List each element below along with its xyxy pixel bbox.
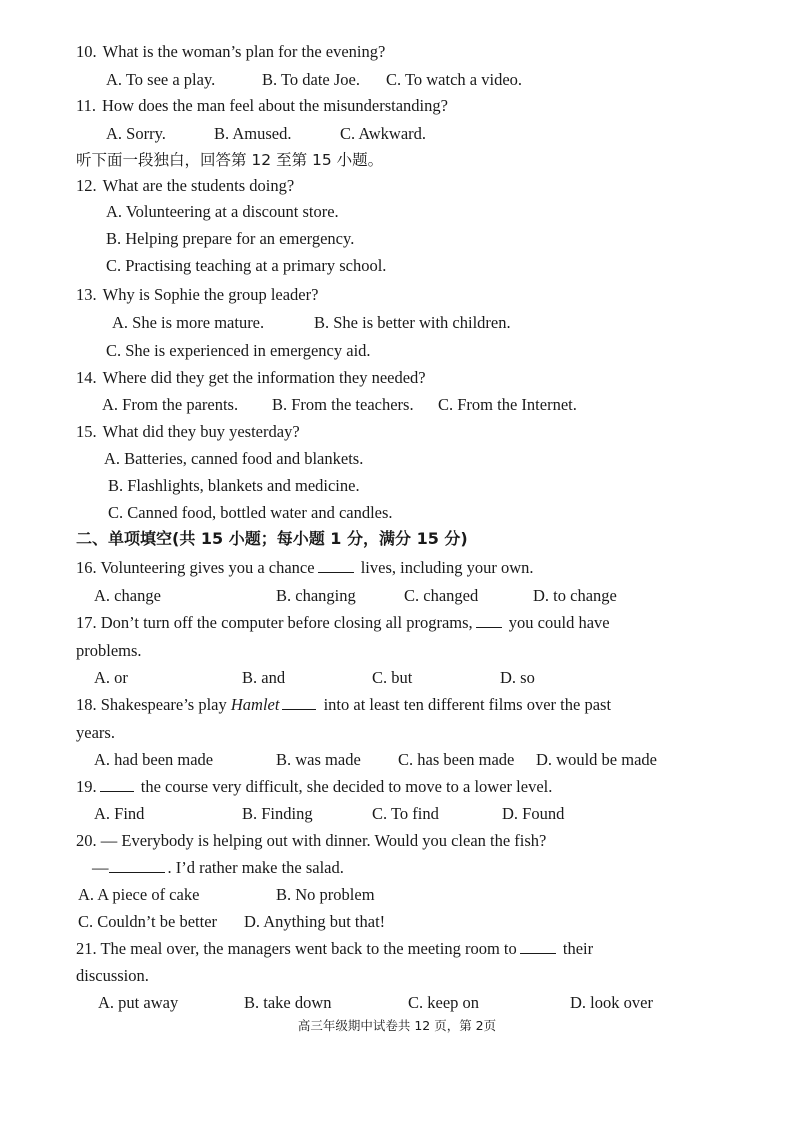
question-17	[76, 613, 610, 633]
question-text: Where did they get the information they needed?	[102, 368, 426, 387]
question-number: 13.	[76, 285, 97, 304]
option-b: B. From the teachers.	[272, 395, 414, 414]
option-c: C. To find	[372, 804, 439, 823]
option-a: A. Sorry.	[106, 124, 166, 143]
option-b: B. Amused.	[214, 124, 292, 143]
question-continuation: problems.	[76, 641, 142, 660]
option-a: A. From the parents.	[102, 395, 239, 414]
option-a: A. had been made	[94, 750, 214, 769]
option-c: C. From the Internet.	[438, 395, 577, 414]
option-d: D. look over	[570, 993, 653, 1012]
question-number: 19.	[76, 777, 97, 796]
option-c: C. Couldn’t be better	[78, 912, 218, 931]
question-number: 16.	[76, 558, 97, 577]
option-b: B. Finding	[242, 804, 313, 823]
option-b: B. Helping prepare for an emergency.	[106, 229, 355, 248]
question-number: 20.	[76, 831, 97, 850]
option-a: A. Volunteering at a discount store.	[106, 202, 339, 221]
question-14	[76, 368, 426, 388]
reply-text: . I’d rather make the salad.	[167, 858, 344, 877]
option-c: C. Practising teaching at a primary school.	[106, 256, 387, 275]
question-number: 18.	[76, 695, 97, 714]
reply-dash: —	[92, 858, 109, 877]
option-c: C. changed	[404, 586, 479, 605]
question-number: 12.	[76, 176, 97, 195]
option-b: B. To date Joe.	[262, 70, 360, 89]
option-d: D. so	[500, 668, 535, 687]
option-c: C. has been made	[398, 750, 515, 769]
answer-blank	[476, 613, 502, 628]
option-c: C. To watch a video.	[386, 70, 523, 89]
question-text-end: you could have	[508, 613, 610, 632]
question-text: What are the students doing?	[102, 176, 295, 195]
option-d: D. Found	[502, 804, 565, 823]
option-a: A. put away	[98, 993, 179, 1012]
question-13	[76, 285, 318, 305]
answer-blank	[520, 939, 556, 954]
option-c: C. Canned food, bottled water and candles.	[108, 503, 393, 522]
question-number: 15.	[76, 422, 97, 441]
option-c: C. Awkward.	[340, 124, 427, 143]
question-text-start: Shakespeare’s play	[100, 695, 227, 714]
option-b: B. No problem	[276, 885, 375, 904]
option-c: C. keep on	[408, 993, 480, 1012]
option-a: A. A piece of cake	[78, 885, 200, 904]
question-number: 14.	[76, 368, 97, 387]
question-number: 21.	[76, 939, 97, 958]
question-number: 17.	[76, 613, 97, 632]
question-12	[76, 176, 294, 196]
question-11	[76, 96, 448, 116]
option-a: A. change	[94, 586, 161, 605]
question-text-end: the course very difficult, she decided to move to a lower level.	[140, 777, 553, 796]
option-a: A. She is more mature.	[112, 313, 265, 332]
dialogue-reply	[92, 858, 344, 878]
question-10	[76, 42, 385, 62]
option-a: A. Find	[94, 804, 145, 823]
option-b: B. take down	[244, 993, 332, 1012]
question-number: 11.	[76, 96, 97, 115]
option-d: D. to change	[533, 586, 617, 605]
question-text: What is the woman’s plan for the evening?	[102, 42, 386, 61]
question-19	[76, 777, 552, 797]
question-21	[76, 939, 593, 959]
option-b: B. and	[242, 668, 286, 687]
answer-blank	[100, 777, 134, 792]
answer-blank	[109, 858, 165, 873]
question-continuation: discussion.	[76, 966, 149, 985]
option-c: C. but	[372, 668, 413, 687]
answer-blank	[282, 695, 316, 710]
question-15	[76, 422, 300, 442]
listening-instruction: 听下面一段独白，回答第 12 至第 15 小题。	[76, 151, 384, 169]
question-text-end: their	[562, 939, 594, 958]
option-b: B. She is better with children.	[314, 313, 511, 332]
question-continuation: years.	[76, 723, 115, 742]
page-footer: 高三年级期中试卷共 12 页，第 2页	[297, 1018, 497, 1033]
question-text: Why is Sophie the group leader?	[102, 285, 319, 304]
question-16	[76, 558, 534, 578]
option-a: A. or	[94, 668, 128, 687]
question-text-end: lives, including your own.	[360, 558, 534, 577]
question-number: 10.	[76, 42, 97, 61]
question-text: What did they buy yesterday?	[102, 422, 300, 441]
option-c: C. She is experienced in emergency aid.	[106, 341, 371, 360]
option-a: A. To see a play.	[106, 70, 216, 89]
question-18	[76, 695, 611, 715]
question-text-start: Volunteering gives you a chance	[100, 558, 315, 577]
section-heading: 二、单项填空(共 15 小题；每小题 1 分，满分 15 分)	[76, 529, 468, 548]
option-b: B. Flashlights, blankets and medicine.	[108, 476, 360, 495]
question-text: How does the man feel about the misunderstanding?	[102, 96, 448, 115]
answer-blank	[318, 558, 354, 573]
option-b: B. changing	[276, 586, 356, 605]
option-a: A. Batteries, canned food and blankets.	[104, 449, 364, 468]
option-b: B. was made	[276, 750, 361, 769]
question-text: — Everybody is helping out with dinner. Would you clean the fish?	[100, 831, 547, 850]
option-d: D. Anything but that!	[244, 912, 386, 931]
question-text-start: The meal over, the managers went back to the meeting room to	[100, 939, 517, 958]
question-text-start: Don’t turn off the computer before closing all programs,	[100, 613, 473, 632]
option-d: D. would be made	[536, 750, 657, 769]
question-20	[76, 831, 546, 851]
question-text-end: into at least ten different films over the past	[323, 695, 612, 714]
play-title: Hamlet	[230, 695, 280, 714]
